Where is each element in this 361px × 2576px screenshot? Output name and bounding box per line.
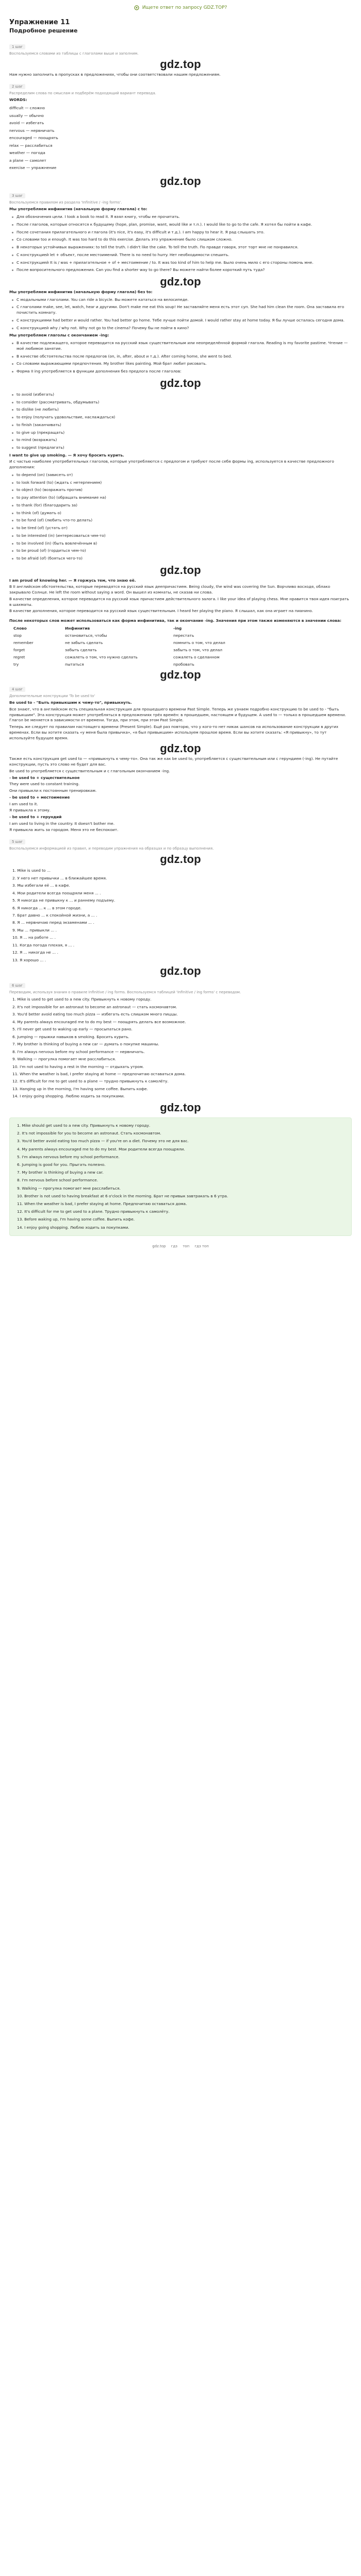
rule-item: С конструкцией It is / was + прилагательное + of + местоимение / to. It was too kind of him to help me. Было очень мило с его стороны помочь мне.: [9, 260, 352, 266]
translation-item: 9. Walking — прогулка помогает мне расслабиться.: [12, 1057, 116, 1062]
footer: [9, 1239, 352, 1259]
translation-item: 4. My parents always encouraged me to do my best — поощрять делать все возможное.: [12, 1019, 186, 1024]
table-header: Инфинитив: [65, 625, 90, 631]
verb-item: to avoid (избегать): [9, 392, 352, 398]
table-cell: remember: [13, 640, 34, 645]
step-1-label: 1 шаг: [9, 44, 25, 49]
verb-list: [9, 392, 352, 451]
word-item: nervous — нервничать: [9, 128, 55, 133]
exercise-item: 10. Я ... на работе ... .: [12, 935, 56, 940]
paragraph: Be used to употребляется с существительным и с глагольным окончанием -ing.: [9, 768, 170, 773]
verb-item: to pay attention (to) (обращать внимание на): [9, 495, 352, 501]
form-line: - be used to + герундий: [9, 814, 62, 819]
paragraph: Теперь же следует по правилам настоящего времени (Present Simple). Ещё раз повторю, что у кого-то нет никак шансов на использование конструкции в других временах. Если вы хотите сказать «у меня была привычка», «я был привыкшим» используем прошлое время. Если вы хотите сказать: «Я привыкну», то тут используйте будущее время.: [9, 724, 339, 740]
form-line: They were used to constant training.: [9, 782, 80, 787]
table-cell: regret: [13, 655, 25, 660]
step-3-label: 3 шаг: [9, 193, 25, 198]
translation-item: 6. Jumping — прыжки навыков в smoking. Бросить курить.: [12, 1034, 129, 1039]
exercise-item: 3. Мы избегали её ... в кафе.: [12, 883, 70, 888]
step-5-hint: Воспользуемся информацией из правил, и переводим упражнения на образцах и по образцу выполнения.: [9, 846, 214, 851]
word-item: weather — погода: [9, 150, 45, 156]
exercise-item: 12. Я ... никогда не ... .: [12, 950, 58, 955]
verb-item: to think (of) (думать о): [9, 511, 352, 516]
exercise-item: 13. Я хорошо ... .: [12, 957, 46, 962]
table-cell: try: [13, 662, 19, 667]
form-line: Они привыкли к постоянным тренировкам.: [9, 788, 97, 793]
step-3-hint: Воспользуемся правилом из раздела 'Infinitive / -ing forms'.: [9, 200, 122, 205]
word-item: relax — расслабиться: [9, 143, 53, 148]
final-answer-item: 3. You'd better avoid eating too much pizza — if you're on a diet. Почему это не для вас.: [17, 1139, 189, 1144]
paragraph: В качестве определения, которое переводится на русский язык причастием действительного залога. I like your idea of playing chess. Мне нравится твоя идея поиграть в шахматы.: [9, 596, 349, 607]
exercise-item: 4. Мои родители всегда поощряли меня ... .: [12, 890, 101, 895]
exercise-item: 11. Когда погода плохая, я ... .: [12, 942, 75, 947]
rule-item: После глаголов, которые относятся к будущему (hope, plan, promise, want, would like и т.п.). I would like to go to the cafe. Я хотел бы пойти в кафе.: [9, 222, 352, 228]
top-banner[interactable]: [0, 0, 361, 15]
final-answer-item: 1. Mike should get used to a new city. Привыкнуть к новому городу.: [17, 1123, 151, 1128]
rule-item: С модальными глаголами. You can ride a bicycle. Вы можете кататься на велосипеде.: [9, 297, 352, 303]
watermark: gdz.top: [160, 175, 201, 188]
final-answer-item: 14. I enjoy going shopping. Люблю ходить за покупками.: [17, 1225, 129, 1230]
watermark: gdz.top: [160, 376, 201, 389]
final-answer-item: 12. It's difficult for me to get used to a plane. Трудно привыкнуть к самолёту.: [17, 1209, 170, 1214]
rule-item: В качестве подлежащего, которое переводится на русский язык существительным или неопределённой формой глагола. Reading is my favorite pastime. Чтение — моё любимое занятие.: [9, 341, 352, 351]
exercise-item: 1. Mike is used to ...: [12, 868, 51, 873]
top-banner-text[interactable]: Ищете ответ по запросу GDZ.TOP?: [142, 5, 227, 10]
verb-item: to enjoy (получать удовольствие, наслаждаться): [9, 415, 352, 420]
rule-heading: Мы употребляем инфинитив (начальную форму глагола) без to:: [9, 290, 153, 295]
translation-item: 10. I'm not used to having a rest in the morning — отдыхать утром.: [12, 1064, 144, 1069]
watermark: gdz.top: [160, 668, 201, 682]
rule-item: С конструкцией why / why not. Why not go to the cinema? Почему бы не пойти в кино?: [9, 326, 352, 331]
table-cell: не забыть сделать: [65, 640, 103, 645]
verb-item: to dislike (не любить): [9, 407, 352, 413]
rule-list: [9, 297, 352, 331]
page-content: [0, 19, 361, 1259]
verb-list: [9, 472, 352, 562]
final-answer-item: 7. My brother is thinking of buying a new car.: [17, 1170, 104, 1175]
footer-link[interactable]: gdz.top: [152, 1244, 166, 1248]
exercise-list: [9, 868, 352, 963]
step-1-hint: Воспользуемся словами из таблицы с глаголами выше и заполним.: [9, 52, 139, 56]
rule-heading: Мы употребляем инфинитив (начальную форму глагола) с to:: [9, 207, 147, 212]
verb-item: to mind (возражать): [9, 437, 352, 443]
translation-item: 14. I enjoy going shopping. Люблю ходить за покупками.: [12, 1094, 125, 1099]
rule-item: С глаголами make, see, let, watch, hear и другими. Don't make me eat this soup! Не заставляйте меня есть этот суп. She had him clean the room. Она заставила его почистить комнату.: [9, 304, 352, 315]
verb-item: to be proud (of) (гордиться чем-то): [9, 548, 352, 554]
verb-item: to be afraid (of) (бояться чего-то): [9, 556, 352, 562]
watermark: gdz.top: [160, 58, 201, 71]
verb-item: to give up (прекращать): [9, 430, 352, 436]
form-line: I am used to it.: [9, 801, 38, 806]
form-line: Я привыкла жить за городом. Меня это не беспокоит.: [9, 827, 119, 833]
step-2-hint: Распределим слова по смыслам и подберём подходящий вариант перевода.: [9, 91, 156, 95]
step-4-intro: Be used to - "Быть привыкшим к чему-то", привыкнуть.: [9, 700, 132, 705]
example: I am proud of knowing her. — Я горжусь тем, что знаю её.: [9, 578, 136, 583]
word-item: exercise — упражнение: [9, 165, 57, 170]
form-line: - be used to + местоимение: [9, 794, 70, 800]
final-answer-list: [14, 1123, 347, 1231]
translation-item: 2. It's not impossible for an astronaut to become an astronaut — стать космонавтом.: [12, 1004, 177, 1009]
rule-item: В качестве обстоятельства после предлогов (on, in, after, about и т.д.). After coming home, she went to bed.: [9, 354, 352, 360]
word-list: [9, 105, 352, 172]
watermark: gdz.top: [160, 275, 201, 289]
word-item: avoid — избегать: [9, 121, 44, 126]
table-cell: сожалеть о сделанном: [173, 655, 220, 660]
rule-item: Форма II ing употребляется в функции дополнения без предлога после глаголов:: [9, 369, 352, 375]
verb-item: to finish (заканчивать): [9, 422, 352, 428]
form-line: - be used to + существительное: [9, 775, 80, 780]
final-answer-box: [9, 1117, 352, 1236]
rule-item: С конструкциями had better и would rather. You had better go home. Тебе лучше пойти домой. I would rather stay at home today. Я бы лучше осталась сегодня дома.: [9, 318, 352, 324]
paragraph: В II английском обстоятельства, которые переводятся на русский язык деепричастием. Being cloudy, the wind was covering the Sun. Ворчливо восходя, облако закрывало Солнце. He left the room without saying a word. Он вышел из комнаты, не сказав ни слова.: [9, 584, 331, 595]
page-subtitle: Подробное решение: [9, 27, 78, 34]
table-cell: forget: [13, 648, 25, 653]
final-answer-item: 2. It's not impossible for you to become an astronaut. Стать космонавтом.: [17, 1131, 161, 1136]
final-answer-item: 13. Before waking up, I'm having some coffee. Выпить кофе.: [17, 1217, 135, 1222]
promo-icon: [134, 5, 139, 10]
exercise-item: 8. Я ... нервничаю перед экзаменами ... .: [12, 920, 94, 925]
verb-item: to look forward (to) (ждать с нетерпением): [9, 480, 352, 486]
footer-link[interactable]: гдз топ: [194, 1244, 209, 1248]
rule-item: С конструкцией let + объект, после местоимений. There is no need to hurry. Нет необходимости спешить.: [9, 252, 352, 258]
step-5-label: 5 шаг: [9, 839, 25, 844]
form-line: I am used to living in the country. It doesn't bother me.: [9, 821, 115, 826]
verb-item: to object (to) (возражать против): [9, 487, 352, 493]
step-2-label: 2 шаг: [9, 84, 25, 89]
step-1-intro: Нам нужно заполнить в пропусках в предложениях, чтобы они соответствовали нашим предложениям.: [9, 72, 221, 77]
rule-item: В некоторых устойчивых выражениях: to tell the truth. I didn't like the cake. To tell the truth. По правде говоря, этот торт мне не понравился.: [9, 245, 352, 250]
final-answer-item: 6. Jumping is good for you. Прыгать полезно.: [17, 1162, 106, 1167]
final-answer-item: 9. Walking — прогулка помогает мне расслабиться.: [17, 1185, 121, 1191]
table-cell: перестать: [173, 633, 194, 638]
translation-item: 8. I'm always nervous before my school performance — нервничать.: [12, 1049, 145, 1054]
footer-link[interactable]: топ: [183, 1244, 190, 1248]
rule-heading: Мы употребляем глаголы с окончанием -ing:: [9, 333, 109, 338]
translation-item: 13. Hanging up in the morning, I'm having some coffee. Выпить кофе.: [12, 1086, 148, 1091]
word-item: a plane — самолет: [9, 158, 46, 163]
translation-item: 11. When the weather is bad, I prefer staying at home — предпочитаю оставаться дома.: [12, 1071, 186, 1076]
verb-item: to thank (for) (благодарить за): [9, 503, 352, 509]
table-header: Слово: [13, 625, 27, 631]
watermark: gdz.top: [160, 742, 201, 755]
verb-item: to be tired (of) (устать от): [9, 526, 352, 531]
watermark: gdz.top: [160, 964, 201, 978]
table-cell: пробовать: [173, 662, 194, 667]
step-4-hint: Дополнительные конструкции 'To be used to': [9, 694, 95, 699]
translation-item: 3. You'd better avoid eating too much pizza — избегать есть слишком много пиццы.: [12, 1012, 178, 1017]
table-cell: пытаться: [65, 662, 84, 667]
word-item: usually — обычно: [9, 113, 44, 118]
table-cell: помнить о том, что делал: [173, 640, 225, 645]
final-answer-item: 8. I'm nervous before school performance.: [17, 1178, 99, 1183]
table-cell: забыть о том, что делал: [173, 648, 223, 653]
form-line: Я привыкла к этому.: [9, 808, 51, 813]
exercise-item: 9. Мы ... привыкли ... .: [12, 927, 57, 933]
exercise-item: 2. У него нет привычки ... в ближайшее время.: [12, 875, 107, 880]
verb-item: to be fond (of) (любить что-то делать): [9, 518, 352, 523]
verb-item: to be interested (in) (интересоваться чем-то): [9, 533, 352, 539]
watermark: gdz.top: [160, 563, 201, 577]
watermark: gdz.top: [160, 1100, 201, 1114]
step-6-hint: Переводим, используя знания о правиле Infinitive / ing forms. Воспользуемся таблицей 'Infinitive / ing forms' с переводом.: [9, 990, 241, 995]
exercise-item: 6. Я никогда ... к ... в этом городе.: [12, 905, 82, 910]
step-2-answers-label: WORDS:: [9, 97, 27, 102]
translation-item: 1. Mike is used to get used to a new city. Привыкнуть к новому городу.: [12, 997, 152, 1002]
verb-item: to consider (рассматривать, обдумывать): [9, 400, 352, 405]
word-item: difficult — сложно: [9, 106, 45, 111]
page-title: Упражнение 11: [9, 19, 70, 26]
exercise-item: 5. Я никогда не привыкну к ... и раннему подъему.: [12, 898, 116, 903]
table-cell: остановиться, чтобы: [65, 633, 107, 638]
verb-item: to suggest (предлагать): [9, 445, 352, 451]
paragraph: Все знают, что в английском есть специальная конструкция для прошедшего времени Past Simple. Теперь же узнаем подробно конструкцию to be used to - "быть привыкшим". Эта конструкция может употребляться в предложениях трёх времён: в прошедшем, настоящем и будущем. А used to — только в прошедшем времени. Глагол be меняется в зависимости от времени. Тогда, при этом, при этом Past Simple.: [9, 706, 346, 723]
rule-list: [9, 341, 352, 375]
table-header: -ing: [173, 625, 182, 631]
word-item: encouraged — поощрять: [9, 135, 58, 141]
rule-item: После сочетания прилагательного и глагола (it's nice, it's easy, it's difficult и т.д.). I am happy to hear it. Я рад слышать это.: [9, 230, 352, 235]
table-cell: сожалеть о том, что нужно сделать: [65, 655, 138, 660]
hint-ing: И с частью наиболее употребительных глаголов, которые употребляются с предлогом и требуют после себя формы ing, используется в качестве предложного дополнения:: [9, 459, 334, 470]
rule-list: [9, 214, 352, 273]
step-4-label: 4 шаг: [9, 687, 25, 692]
translation-item: 7. My brother is thinking of buying a new car — думать о покупке машины.: [12, 1042, 159, 1047]
table-cell: stop: [13, 633, 22, 638]
verb-item: to depend (on) (зависеть от): [9, 472, 352, 478]
final-answer-item: 5. I'm always nervous before my school performance.: [17, 1154, 120, 1159]
translation-list: [9, 996, 352, 1099]
verb-item: to be involved (in) (быть вовлечённым в): [9, 541, 352, 547]
rule-item: Для обозначения цели. I took a book to read it. Я взял книгу, чтобы ее прочитать.: [9, 214, 352, 220]
paragraph: Также есть конструкция get used to — «привыкнуть к чему-то». Она так же как be used to, употребляется с существительным или с герундием (-ing). Не путайте конструкции, пусть это слово не будет для вас.: [9, 756, 338, 767]
watermark: gdz.top: [160, 853, 201, 866]
final-answer-item: 4. My parents always encouraged me to do my best. Мои родители всегда поощряли.: [17, 1146, 185, 1151]
paragraph: В качестве дополнения, которое переводится на русский язык существительным. I heard her playing the piano. Я слышал, как она играет на пианино.: [9, 608, 313, 614]
exercise-item: 7. Брат давно ... к спокойной жизни, а ... .: [12, 913, 97, 918]
translation-item: 5. I'll never get used to waking up early — просыпаться рано.: [12, 1027, 133, 1032]
table-cell: забыть сделать: [65, 648, 97, 653]
footer-link[interactable]: гдз: [171, 1244, 177, 1248]
rule-item: Со словами too и enough. It was too hard to do this exercise. Делать это упражнение было слишком сложно.: [9, 237, 352, 243]
example: I want to give up smoking. — Я хочу бросить курить.: [9, 452, 124, 457]
rule-item: Со словами выражающими предпочтения. My brother likes painting. Мой брат любит рисовать.: [9, 361, 352, 367]
verb-table: [9, 625, 352, 668]
rule-item: После вопросительного предложения. Can you find a shorter way to go there? Вы можете найти более короткий путь туда?: [9, 267, 352, 273]
final-answer-item: 11. When the weather is bad, I prefer staying at home. Предпочитаю оставаться дома.: [17, 1201, 187, 1207]
translation-item: 12. It's difficult for me to get used to a plane — трудно привыкнуть к самолёту.: [12, 1079, 169, 1084]
step-6-label: 6 шаг: [9, 983, 25, 988]
final-answer-item: 10. Brother is not used to having breakfast at 6 o'clock in the morning. Брат не привык завтракать в 6 утра.: [17, 1193, 228, 1198]
rule-heading: После некоторых слов может использоваться как форма инфинитива, так и окончание -ing. Значения при этом также изменяются в значении слова:: [9, 618, 341, 623]
